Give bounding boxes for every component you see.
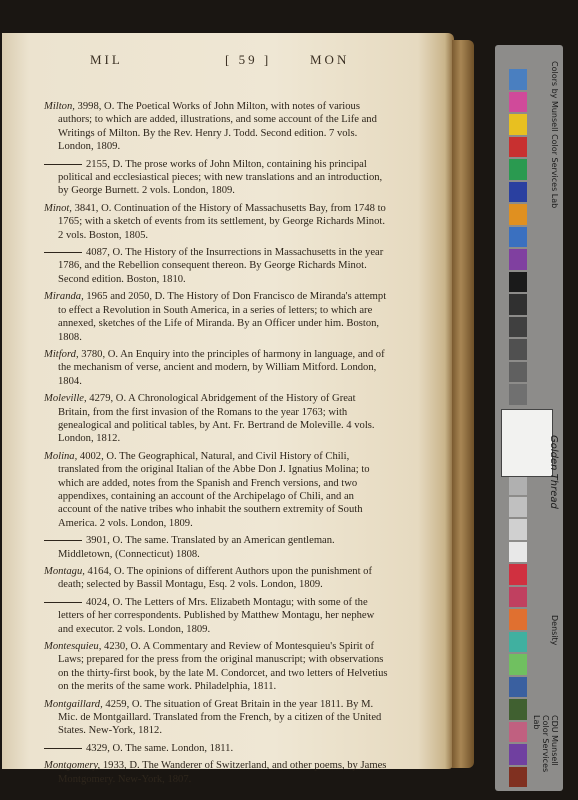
entry-heading: Montgomery, bbox=[44, 760, 101, 772]
entry-heading: Montesquieu, bbox=[44, 641, 102, 653]
catalogue-entry bbox=[44, 742, 389, 755]
catalogue-entry bbox=[44, 246, 389, 286]
entry-heading: Milton, bbox=[44, 101, 75, 112]
entry-text: 3998, O. The Poetical Works of John Milton, with notes of various authors; to which are added, illustrations, and some account of the Life and Writings of Milton. By the Rev. Henry J. Todd. Second edition. 7 vols. London, 1809. bbox=[58, 101, 377, 153]
entry-text: 4230, O. A Commentary and Review of Montesquieu's Spirit of Laws; prepared for the press from the original manuscript; with observations on the thirty-first book, by the late M. Condorcet, and two letters of Helvetius on the merits of the same work. Philadelphia, 1811. bbox=[58, 641, 388, 693]
color-swatch bbox=[509, 699, 527, 720]
catalogue-entry bbox=[44, 202, 389, 242]
color-swatch bbox=[509, 114, 527, 135]
card-label-middle: Golden Thread bbox=[548, 435, 559, 509]
entry-text: 4329, O. The same. London, 1811. bbox=[86, 742, 234, 754]
color-swatch bbox=[509, 339, 527, 360]
color-swatch bbox=[509, 542, 527, 563]
catalogue-entry bbox=[44, 348, 389, 388]
entry-text: 1965 and 2050, D. The History of Don Francisco de Miranda's attempt to effect a Revolution in South America, in a series of letters; to which are annexed, sketches of the Life of Miranda. By an Officer under him. Boston, 1808. bbox=[58, 291, 387, 343]
catalogue-entry bbox=[44, 759, 389, 786]
color-swatch bbox=[509, 474, 527, 495]
catalogue-entries bbox=[44, 100, 389, 790]
card-labels bbox=[532, 55, 559, 775]
color-calibration-card bbox=[495, 45, 563, 791]
white-reference-patch bbox=[501, 409, 553, 477]
entry-heading: Miranda, bbox=[44, 291, 84, 303]
entry-text: 4279, O. A Chronological Abridgement of the History of Great Britain, from the first invasion of the Romans to the year 1763; with genealogical and political tables, by Ant. Fr. Bertrand de Moleville. 4 vols. London, 1812. bbox=[58, 393, 375, 445]
color-swatch bbox=[509, 587, 527, 608]
color-swatch bbox=[509, 159, 527, 180]
entry-text: 4024, O. The Letters of Mrs. Elizabeth Montagu; with some of the letters of her correspondents. Published by Matthew Montagu, her nephew and executor. 2 vols. London, 1809. bbox=[58, 596, 375, 635]
color-swatch bbox=[509, 294, 527, 315]
catalogue-entry bbox=[44, 698, 389, 738]
color-swatch bbox=[509, 204, 527, 225]
color-swatch bbox=[509, 497, 527, 518]
entry-heading: Molina, bbox=[44, 450, 78, 462]
ditto-dash bbox=[44, 540, 82, 541]
color-swatch bbox=[509, 654, 527, 675]
color-swatch bbox=[509, 384, 527, 405]
card-label-top: Colors by Munsell Color Services Lab bbox=[550, 61, 559, 209]
color-swatch bbox=[509, 362, 527, 383]
color-swatch bbox=[509, 249, 527, 270]
entry-text: 4002, O. The Geographical, Natural, and Civil History of Chili, translated from the original Italian of the Abbe Don J. Ignatius Molina; to which are added, notes from the Spanish and French versions, and two appendixes, containing an account of the Archipelago of Chili, and an account of the native tribes who inhabit the southern extremity of South America. 2 vols. London, 1809. bbox=[58, 450, 370, 529]
entry-text: 4087, O. The History of the Insurrections in Massachusetts in the year 1786, and the Rebellion consequent thereon. By George Richards Minot. Second edition. Boston, 1810. bbox=[58, 247, 384, 285]
page-number: [ 59 ] bbox=[225, 52, 272, 67]
color-swatch bbox=[509, 182, 527, 203]
color-swatch bbox=[509, 519, 527, 540]
catalogue-entry bbox=[44, 534, 389, 561]
catalogue-entry bbox=[44, 596, 389, 636]
color-swatch bbox=[509, 744, 527, 765]
card-label-bottom: CDU Munsell Color Services Lab bbox=[532, 715, 559, 773]
entry-text: 3841, O. Continuation of the History of Massachusetts Bay, from 1748 to 1765; with a sketch of events from its settlement, by George Richards Minot. 2 vols. Boston, 1805. bbox=[58, 202, 386, 241]
catalogue-entry bbox=[44, 392, 389, 446]
color-swatch bbox=[509, 272, 527, 293]
color-swatch bbox=[509, 609, 527, 630]
catalogue-entry bbox=[44, 290, 389, 344]
color-swatch bbox=[509, 227, 527, 248]
catalogue-entry bbox=[44, 100, 389, 154]
color-swatch bbox=[509, 92, 527, 113]
color-swatch bbox=[509, 677, 527, 698]
catalogue-entry bbox=[44, 640, 389, 694]
color-swatch bbox=[509, 632, 527, 653]
entry-text: 3780, O. An Enquiry into the principles of harmony in language, and of the mechanism of verse, ancient and modern, by William Mitford. London, 1804. bbox=[58, 348, 385, 387]
color-swatch bbox=[509, 564, 527, 585]
header-left: MIL bbox=[90, 52, 123, 67]
color-swatch bbox=[509, 69, 527, 90]
ditto-dash bbox=[44, 602, 82, 603]
entry-heading: Minot, bbox=[44, 202, 72, 214]
entry-heading: Montagu, bbox=[44, 566, 85, 577]
ditto-dash bbox=[44, 164, 82, 165]
color-swatch bbox=[509, 767, 527, 788]
header-right: MON bbox=[310, 52, 350, 67]
entry-heading: Moleville, bbox=[44, 393, 87, 405]
entry-text: 4164, O. The opinions of different Authors upon the punishment of death; selected by Bassil Montagu, Esq. 2 vols. London, 1809. bbox=[58, 566, 372, 591]
color-swatch bbox=[509, 137, 527, 158]
catalogue-entry bbox=[44, 565, 389, 592]
running-header bbox=[0, 52, 452, 72]
catalogue-entry bbox=[44, 450, 389, 530]
card-label-lower: Density bbox=[550, 615, 559, 646]
ditto-dash bbox=[44, 748, 82, 749]
entry-text: 3901, O. The same. Translated by an American gentleman. Middletown, (Connecticut) 1808. bbox=[58, 535, 335, 560]
entry-text: 2155, D. The prose works of John Milton, containing his principal political and ecclesiastical pieces; with new translations and an introduction, by George Burnett. 2 vols. London, 1809. bbox=[58, 158, 383, 197]
entry-heading: Mitford, bbox=[44, 348, 79, 360]
catalogue-entry bbox=[44, 158, 389, 198]
page-edge bbox=[452, 40, 474, 768]
color-swatch bbox=[509, 317, 527, 338]
entry-text: 1933, D. The Wanderer of Switzerland, and other poems, by James Montgomery. New-York, 1807. bbox=[58, 760, 387, 785]
entry-heading: Montgaillard, bbox=[44, 698, 103, 710]
ditto-dash bbox=[44, 252, 82, 253]
color-swatch bbox=[509, 722, 527, 743]
entry-text: 4259, O. The situation of Great Britain in the year 1811. By M. Mic. de Montgaillard. Translated from the French, by a citizen of the United States. New-York, 1812. bbox=[58, 698, 382, 737]
